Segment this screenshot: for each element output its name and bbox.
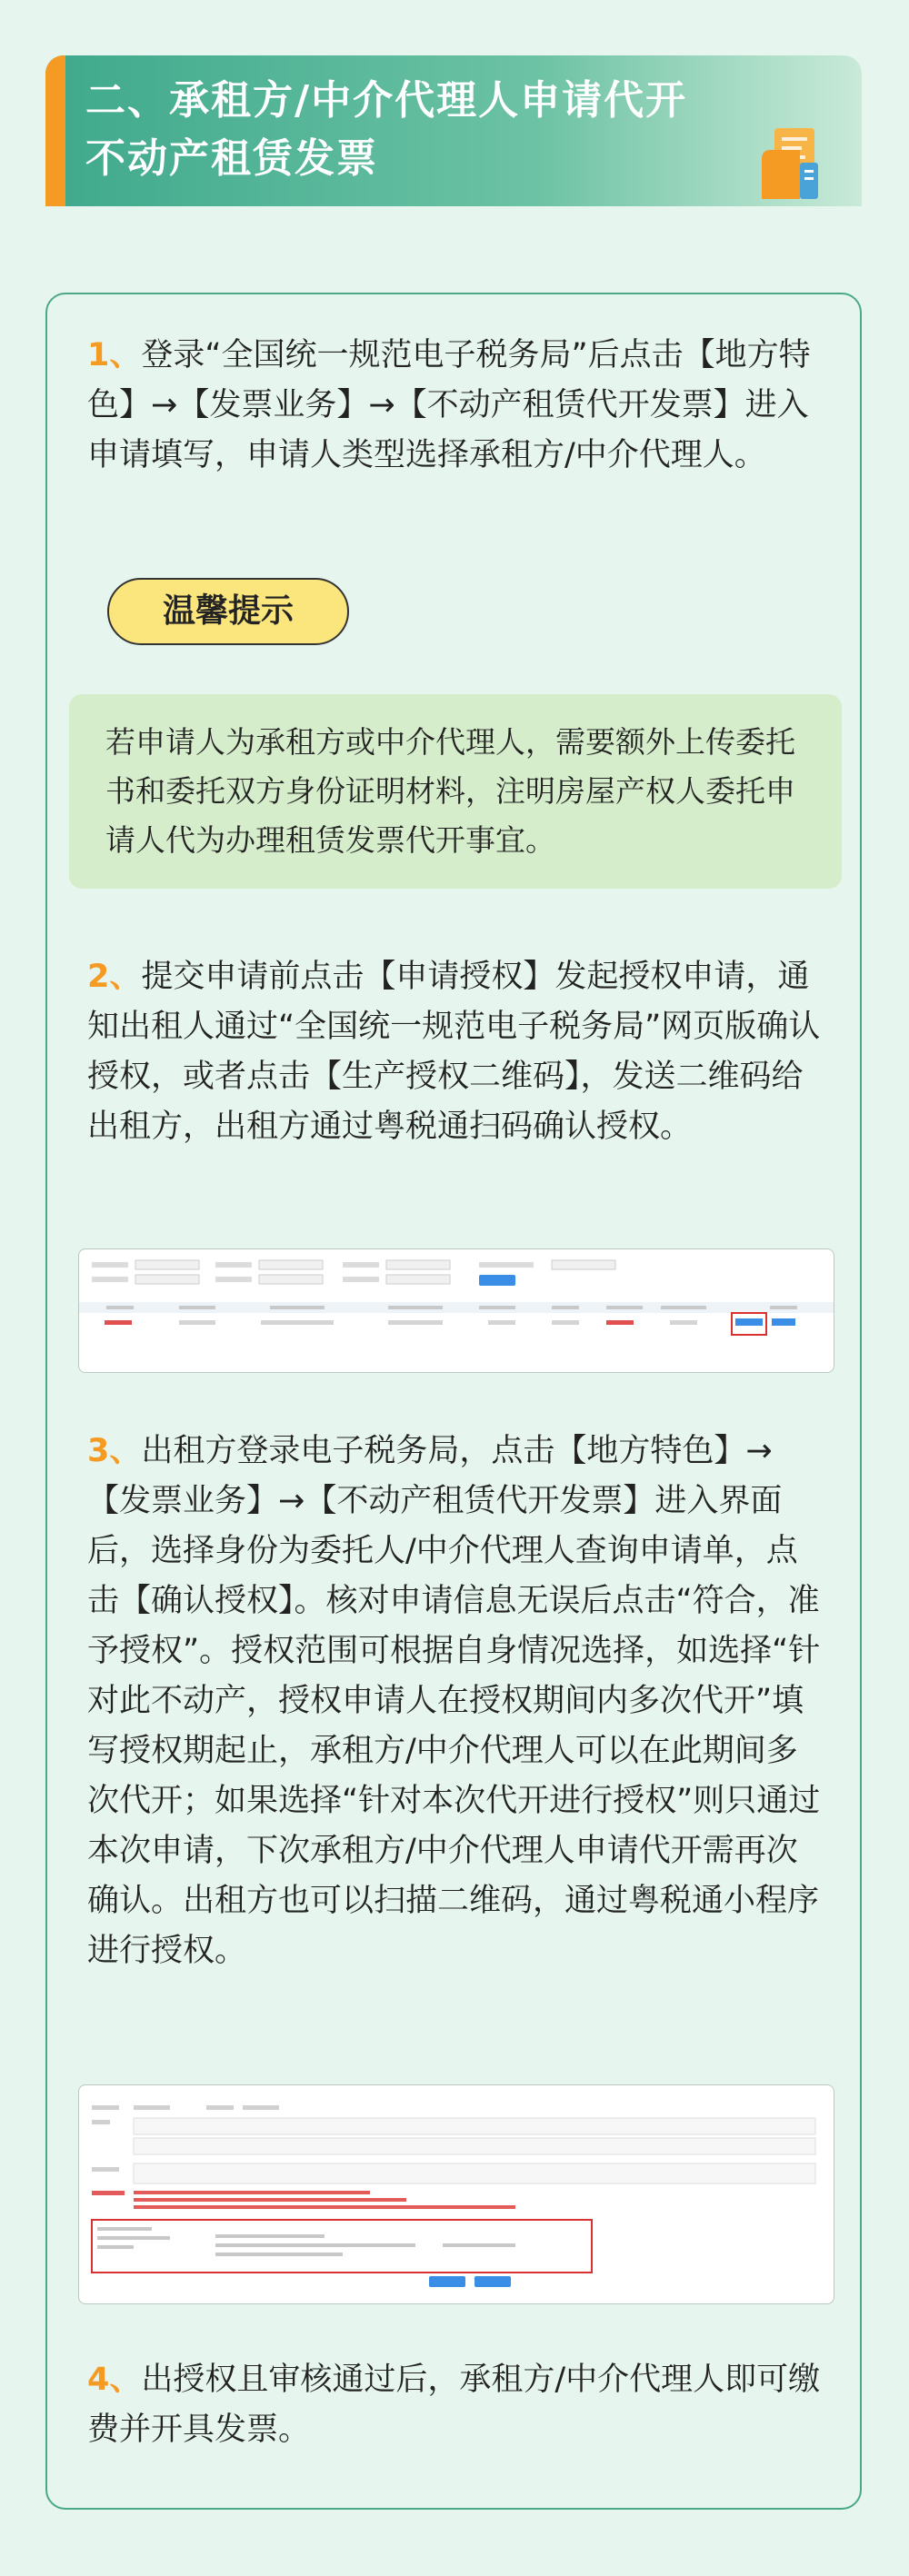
header-accent-stripe [45,55,65,206]
step-text: 出授权且审核通过后，承租方/中介代理人即可缴费并开具发票。 [87,2362,821,2448]
step-4 [87,2355,825,2455]
tip-text: 若申请人为承租方或中介代理人，需要额外上传委托书和委托双方身份证明材料，注明房屋产权人委托申请人代为办理租赁发票代开事宜。 [105,724,795,858]
step-number: 1、 [87,337,142,373]
section-header [45,55,862,206]
form-screenshot-image [79,1249,834,1372]
screenshot-apply-form [78,1248,834,1373]
step-1 [87,331,825,481]
step-number: 2、 [87,959,142,995]
title-line-1: 二、承租方/中介代理人申请代开 [85,77,688,124]
step-text: 提交申请前点击【申请授权】发起授权申请，通知出租人通过“全国统一规范电子税务局”网页版确认授权，或者点击【生产授权二维码】，发送二维码给出租方，出租方通过粤税通扫码确认授权。 [87,959,821,1145]
authorize-screenshot-image [79,2085,834,2303]
tip-badge: 温馨提示 [107,578,349,645]
step-3 [87,1427,825,1976]
step-2 [87,952,825,1152]
section-title [85,72,813,188]
content-card [45,293,862,2510]
step-text: 出租方登录电子税务局，点击【地方特色】→【发票业务】→【不动产租赁代开发票】进入界面后，选择身份为委托人/中介代理人查询申请单，点击【确认授权】。核对申请信息无误后点击“符合，准予授权”。授权范围可根据自身情况选择，如选择“针对此不动产，授权申请人在授权期间内多次代开”填写授权期起止，承租方/中介代理人可以在此期间多次代开；如果选择“针对本次代开进行授权”则只通过本次申请，下次承租方/中介代理人申请代开需再次确认。出租方也可以扫描二维码，通过粤税通小程序进行授权。 [87,1433,821,1969]
step-number: 4、 [87,2362,142,2398]
step-text: 登录“全国统一规范电子税务局”后点击【地方特色】→【发票业务】→【不动产租赁代开发票】进入申请填写，申请人类型选择承租方/中介代理人。 [87,337,811,473]
document-illustration-icon [754,123,825,203]
title-line-2: 不动产租赁发票 [85,135,378,182]
step-number: 3、 [87,1433,142,1469]
tip-box [69,694,842,889]
screenshot-authorize-form [78,2084,834,2304]
